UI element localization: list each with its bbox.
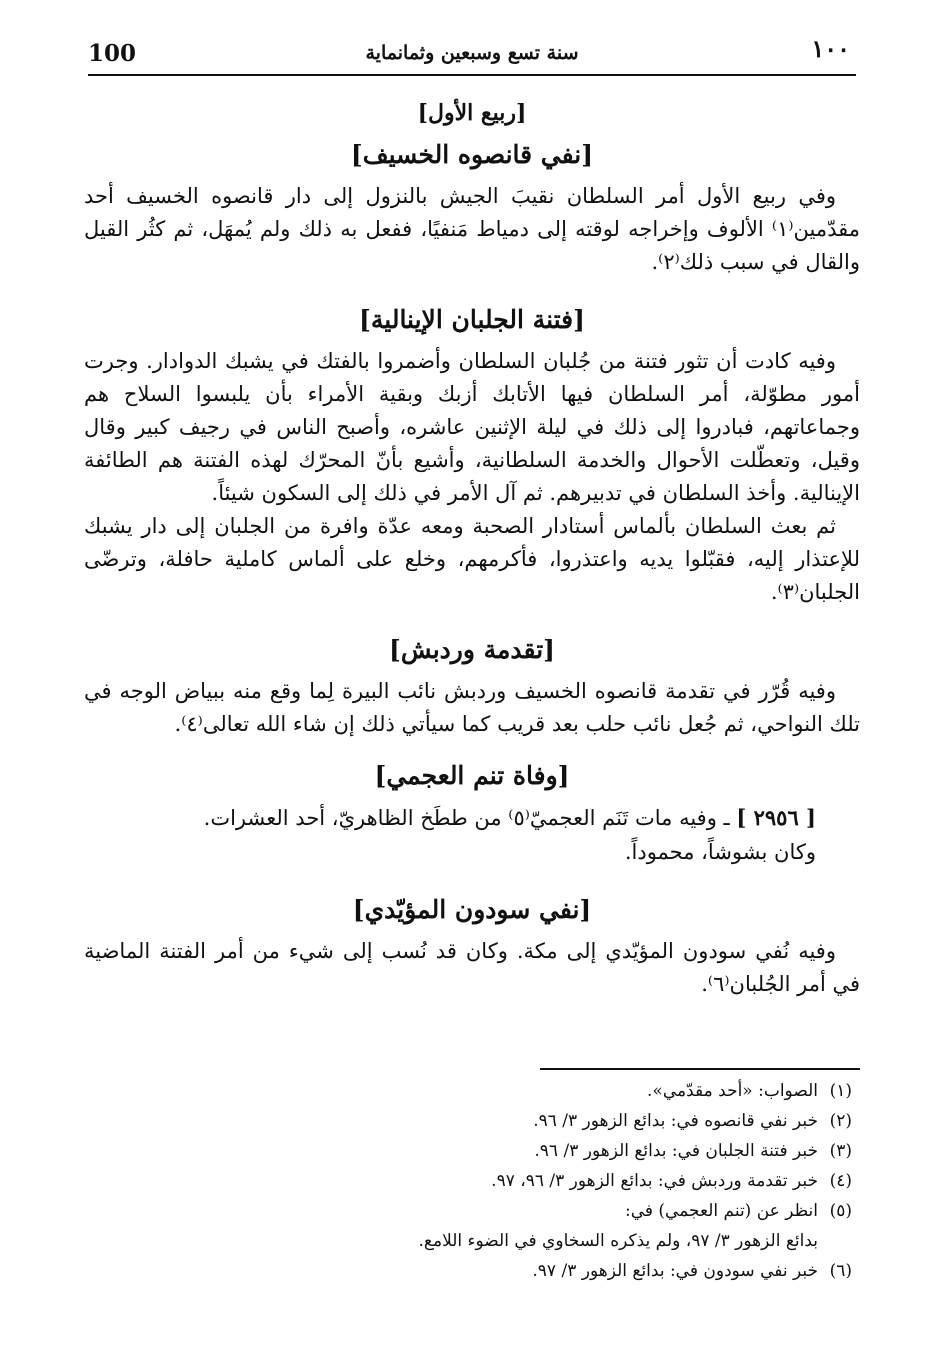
- entry-number: [ ٢٩٥٦ ]: [736, 805, 816, 830]
- footnote-text: خبر تقدمة وردبش في: بدائع الزهور ٣/ ٩٦، ٩٧.: [491, 1171, 818, 1191]
- footnote-text: خبر نفي قانصوه في: بدائع الزهور ٣/ ٩٦.: [533, 1111, 818, 1131]
- entry-text: وكان بشوشاً، محموداً.: [624, 840, 816, 864]
- footnote-number: (٦): [829, 1261, 852, 1281]
- footnote-number: (٣): [829, 1141, 852, 1161]
- paragraph: وفيه قُرّر في تقدمة قانصوه الخسيف وردبش نائب البيرة لِما وقع منه ببياض الوجه في تلك النواحي، ثم جُعل نائب حلب بعد قريب كما سيأتي ذلك إن شاء الله تعالى⁽٤⁾.: [84, 679, 860, 736]
- footnote-text: خبر فتنة الجلبان في: بدائع الزهور ٣/ ٩٦.: [534, 1141, 818, 1161]
- page-number-arabic: ١٠٠: [811, 34, 850, 63]
- biography-entry: [84, 801, 860, 835]
- section-heading: [نفي قانصوه الخسيف]: [350, 140, 594, 169]
- footnote-number: (١): [829, 1081, 852, 1101]
- section-heading-month: [ربيع الأول]: [417, 100, 527, 126]
- entry-text: ـ وفيه مات تَنَم العجميّ⁽٥⁾ من ططَخ الظاهريّ، أحد العشرات.: [203, 806, 730, 830]
- footnote-divider: [540, 1068, 860, 1070]
- section-heading: [وفاة تنم العجمي]: [374, 761, 570, 790]
- footnote-text: خبر نفي سودون في: بدائع الزهور ٣/ ٩٧.: [532, 1261, 818, 1281]
- running-title: سنة تسع وسبعين وثمانماية: [365, 42, 579, 64]
- footnote: [84, 1166, 860, 1196]
- paragraph: وفيه كادت أن تثور فتنة من جُلبان السلطان وأضمروا بالفتك في يشبك الدوادار. وجرت أمور مطوّلة، أمر السلطان فيها الأتابك أزبك وبقية الأمراء بأن يلبسوا السلاح هم وجماعاتهم، فبادروا إلى ذلك في ليلة الإثنين عاشره، وأصبح الناس في رجيف كبير وقال وقيل، وتعطّلت الأحوال والخدمة السلطانية، وأشيع بأنّ المحرّك لهذه الفتنة هم الطائفة الإينالية. وأخذ السلطان في تدبيرهم. ثم آل الأمر في ذلك إلى السكون شيئاً.: [84, 349, 861, 505]
- paragraph: وفي ربيع الأول أمر السلطان نقيبَ الجيش بالنزول إلى دار قانصوه الخسيف أحد مقدّمين⁽١⁾ الألوف وإخراجه لوقته إلى دمياط مَنفيًا، ففعل به ذلك ولم يُمهَل، ثم كثُر القيل والقال في سبب ذلك⁽٢⁾.: [84, 184, 860, 274]
- footnote-continuation: بدائع الزهور ٣/ ٩٧، ولم يذكره السخاوي في الضوء اللامع.: [418, 1231, 818, 1251]
- footnote-number: (٤): [829, 1171, 852, 1191]
- main-text: [84, 90, 860, 1001]
- footnote-number: (٢): [829, 1111, 852, 1131]
- footnote-text: انظر عن (تنم العجمي) في:: [624, 1201, 818, 1221]
- footnote: [84, 1256, 860, 1286]
- footnote: [84, 1136, 860, 1166]
- footnote-text: الصواب: «أحد مقدّمي».: [647, 1081, 818, 1101]
- section-heading: [نفي سودون المؤيّدي]: [352, 895, 592, 924]
- section-heading: [فتنة الجلبان الإينالية]: [359, 305, 585, 334]
- paragraph: ثم بعث السلطان بألماس أستادار الصحبة ومعه عدّة وافرة من الجلبان إلى دار يشبك للإعتذار إليه، فقبّلوا يديه واعتذروا، فأكرمهم، وخلع على ألماس كاملية حافلة، وترضّى الجلبان⁽٣⁾.: [84, 514, 860, 604]
- footnote: [84, 1196, 860, 1226]
- footnote: [84, 1076, 860, 1106]
- paragraph: وفيه نُفي سودون المؤيّدي إلى مكة. وكان قد نُسب إلى شيء من أمر الفتنة الماضية في أمر الجُلبان⁽٦⁾.: [84, 939, 860, 996]
- page-header: [88, 34, 856, 76]
- section-heading: [تقدمة وردبش]: [389, 635, 555, 664]
- footnote: [84, 1106, 860, 1136]
- footnotes: [84, 1076, 860, 1286]
- footnote-number: (٥): [829, 1201, 852, 1221]
- page-number-latin: 100: [88, 40, 137, 67]
